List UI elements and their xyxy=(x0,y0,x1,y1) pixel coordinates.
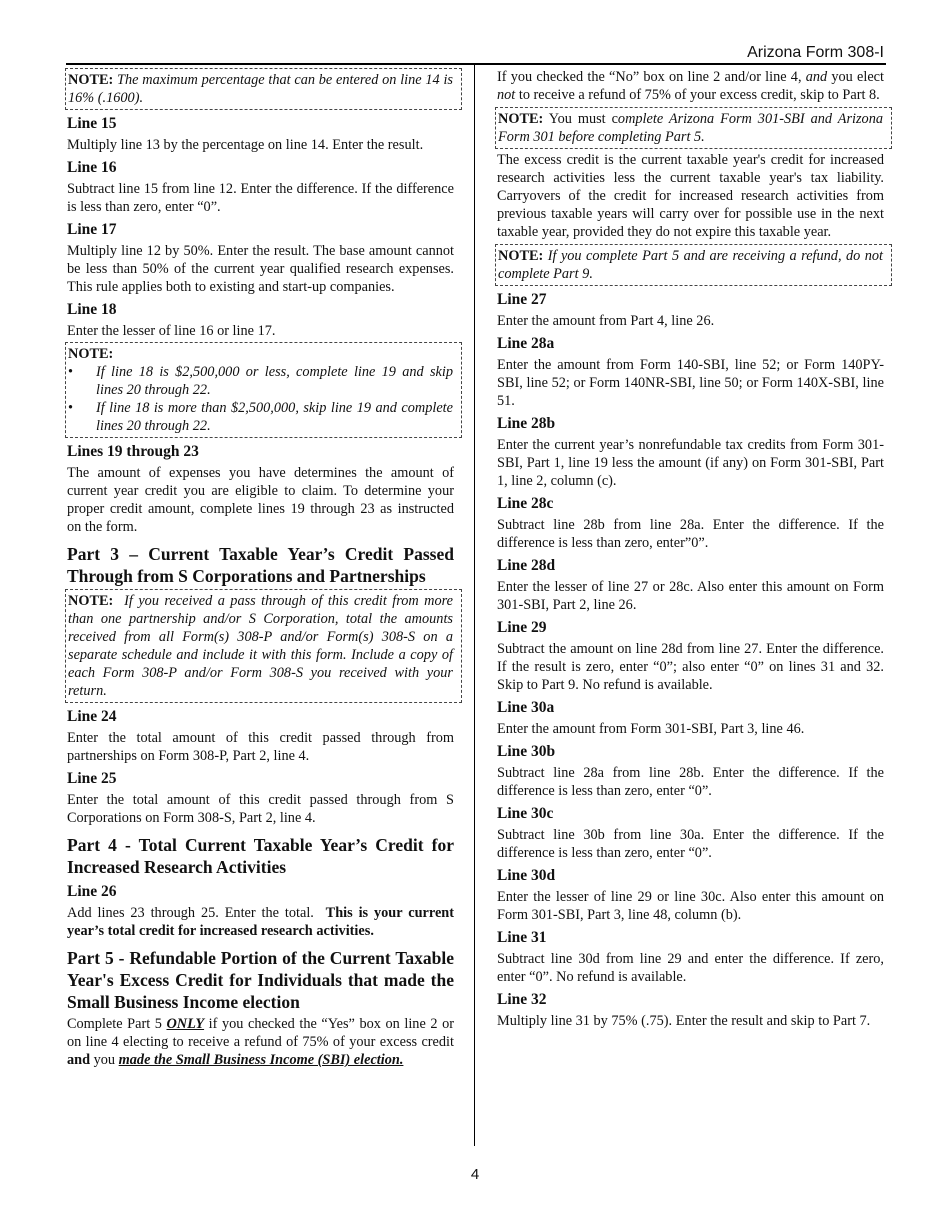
note-label: NOTE: xyxy=(68,346,114,362)
line-28d-text: Enter the lesser of line 27 or 28c. Also enter this amount on Form 301-SBI, Part 2, line 26. xyxy=(497,579,884,613)
line-29-heading: Line 29 xyxy=(497,619,547,636)
note-max-percentage xyxy=(65,68,462,110)
line-30a-text: Enter the amount from Form 301-SBI, Part 3, line 46. xyxy=(497,721,805,737)
lines-19-23-heading: Lines 19 through 23 xyxy=(67,443,199,460)
note-text: The maximum percentage that can be entered on line 14 is 16% (.1600). xyxy=(68,72,453,106)
bullet-icon: • xyxy=(68,364,74,380)
part-5-heading: Part 5 - Refundable Portion of the Current Taxable Year's Excess Credit for Individuals that made the Small Business Income election xyxy=(67,948,454,1012)
line-15-text: Multiply line 13 by the percentage on line 14. Enter the result. xyxy=(67,137,424,153)
line-16-heading: Line 16 xyxy=(67,159,117,176)
note-text: If you received a pass through of this credit from more than one partnership and/or S Corporation, total the amounts received from all Form(s) 308-P and/or Form(s) 308-S on a separate schedule and include it with this form. Include a copy of each Form 308-P and/or Form 308-S you received with your return. xyxy=(68,593,453,699)
line-30b-text: Subtract line 28a from line 28b. Enter the difference. If the difference is less than zero, enter “0”. xyxy=(497,765,884,799)
line-28c-text: Subtract line 28b from line 28a. Enter the difference. If the difference is less than zero, enter”0”. xyxy=(497,517,884,551)
line-27-text: Enter the amount from Part 4, line 26. xyxy=(497,313,715,329)
note-label: NOTE: xyxy=(68,593,114,609)
line-32-text: Multiply line 31 by 75% (.75). Enter the result and skip to Part 7. xyxy=(497,1013,871,1029)
excess-credit-text: The excess credit is the current taxable year's credit for increased research activities less the current taxable year's tax liability. Carryovers of the credit for increased research activities from previous taxable years will carry over for possible use in the next taxable year, provided they do not expire this taxable year. xyxy=(497,152,884,240)
line-30d-text: Enter the lesser of line 29 or line 30c. Also enter this amount on Form 301-SBI, Part 3, line 48, column (b). xyxy=(497,889,884,923)
line-24-heading: Line 24 xyxy=(67,708,117,725)
note-bullet-item: • If line 18 is more than $2,500,000, skip line 19 and complete lines 20 through 22. xyxy=(68,400,453,434)
note-label: NOTE: xyxy=(498,248,544,264)
note-label: NOTE: xyxy=(68,72,114,88)
note-text: If you complete Part 5 and are receiving a refund, do not complete Part 9. xyxy=(498,248,884,282)
part-4-heading: Part 4 - Total Current Taxable Year’s Credit for Increased Research Activities xyxy=(67,835,454,877)
line-28a-text: Enter the amount from Form 140-SBI, line 52; or Form 140PY-SBI, line 52; or Form 140NR-SBI, line 50; or Form 140X-SBI, line 51. xyxy=(497,357,884,409)
note-pass-through xyxy=(65,589,462,703)
left-column xyxy=(67,68,454,1069)
page-number: 4 xyxy=(470,1166,480,1183)
right-column xyxy=(497,68,884,1030)
line-28b-heading: Line 28b xyxy=(497,415,556,432)
line-32-heading: Line 32 xyxy=(497,991,547,1008)
note-complete-forms: NOTE: You must complete Arizona Form 301-SBI and Arizona Form 301 before completing Part 5. xyxy=(495,107,892,149)
line-26-heading: Line 26 xyxy=(67,883,117,900)
part-3-heading: Part 3 – Current Taxable Year’s Credit Passed Through from S Corporations and Partnerships xyxy=(67,544,454,586)
column-divider xyxy=(474,64,475,1146)
line-28d-heading: Line 28d xyxy=(497,557,556,574)
line-24-text: Enter the total amount of this credit passed through from partnerships on Form 308-P, Part 2, line 4. xyxy=(67,730,454,764)
line-16-text: Subtract line 15 from line 12. Enter the difference. If the difference is less than zero, enter “0”. xyxy=(67,181,454,215)
line-30c-text: Subtract line 30b from line 30a. Enter the difference. If the difference is less than zero, enter “0”. xyxy=(497,827,884,861)
line-15-heading: Line 15 xyxy=(67,115,117,132)
line-30d-heading: Line 30d xyxy=(497,867,556,884)
line-18-heading: Line 18 xyxy=(67,301,117,318)
line-17-heading: Line 17 xyxy=(67,221,117,238)
note-label: NOTE: xyxy=(498,111,544,127)
line-30a-heading: Line 30a xyxy=(497,699,555,716)
note-bullet-item: • If line 18 is $2,500,000 or less, complete line 19 and skip lines 20 through 22. xyxy=(68,364,453,398)
form-title: Arizona Form 308-I xyxy=(747,44,884,61)
line-25-text: Enter the total amount of this credit passed through from S Corporations on Form 308-S, Part 2, line 4. xyxy=(67,792,454,826)
note-line-18 xyxy=(65,342,462,438)
line-18-text: Enter the lesser of line 16 or line 17. xyxy=(67,323,276,339)
line-28b-text: Enter the current year’s nonrefundable tax credits from Form 301-SBI, Part 1, line 19 less the amount (if any) on Form 301-SBI, Part 1, line 2, column (c). xyxy=(497,437,884,489)
line-31-text: Subtract line 30d from line 29 and enter the difference. If zero, enter “0”. No refund is available. xyxy=(497,951,884,985)
bullet-icon: • xyxy=(68,400,74,416)
line-26-text: Add lines 23 through 25. Enter the total. This is your current year’s total credit for increased research activities. xyxy=(67,905,455,939)
line-28c-heading: Line 28c xyxy=(497,495,554,512)
line-30c-heading: Line 30c xyxy=(497,805,554,822)
part-5-text: Complete Part 5 ONLY if you checked the “Yes” box on line 2 or on line 4 electing to receive a refund of 75% of your excess credit and you made the Small Business Income (SBI) election. xyxy=(67,1016,454,1068)
line-25-heading: Line 25 xyxy=(67,770,117,787)
lines-19-23-text: The amount of expenses you have determines the amount of current year credit you are eligible to claim. To determine your proper credit amount, complete lines 19 through 23 as instructed on the form. xyxy=(67,465,454,535)
line-29-text: Subtract the amount on line 28d from line 27. Enter the difference. If the result is zero, enter “0”; also enter “0” on lines 31 and 32. Skip to Part 9. No refund is available. xyxy=(497,641,884,693)
line-28a-heading: Line 28a xyxy=(497,335,555,352)
line-30b-heading: Line 30b xyxy=(497,743,556,760)
header-rule xyxy=(66,63,886,65)
part-5-intro-text: If you checked the “No” box on line 2 and/or line 4, and you elect not to receive a refund of 75% of your excess credit, skip to Part 8. xyxy=(497,69,884,103)
line-27-heading: Line 27 xyxy=(497,291,547,308)
line-31-heading: Line 31 xyxy=(497,929,547,946)
line-17-text: Multiply line 12 by 50%. Enter the result. The base amount cannot be less than 50% of the current year qualified research expenses. This rule applies both to existing and start-up companies. xyxy=(67,243,454,295)
note-refund xyxy=(495,244,892,286)
